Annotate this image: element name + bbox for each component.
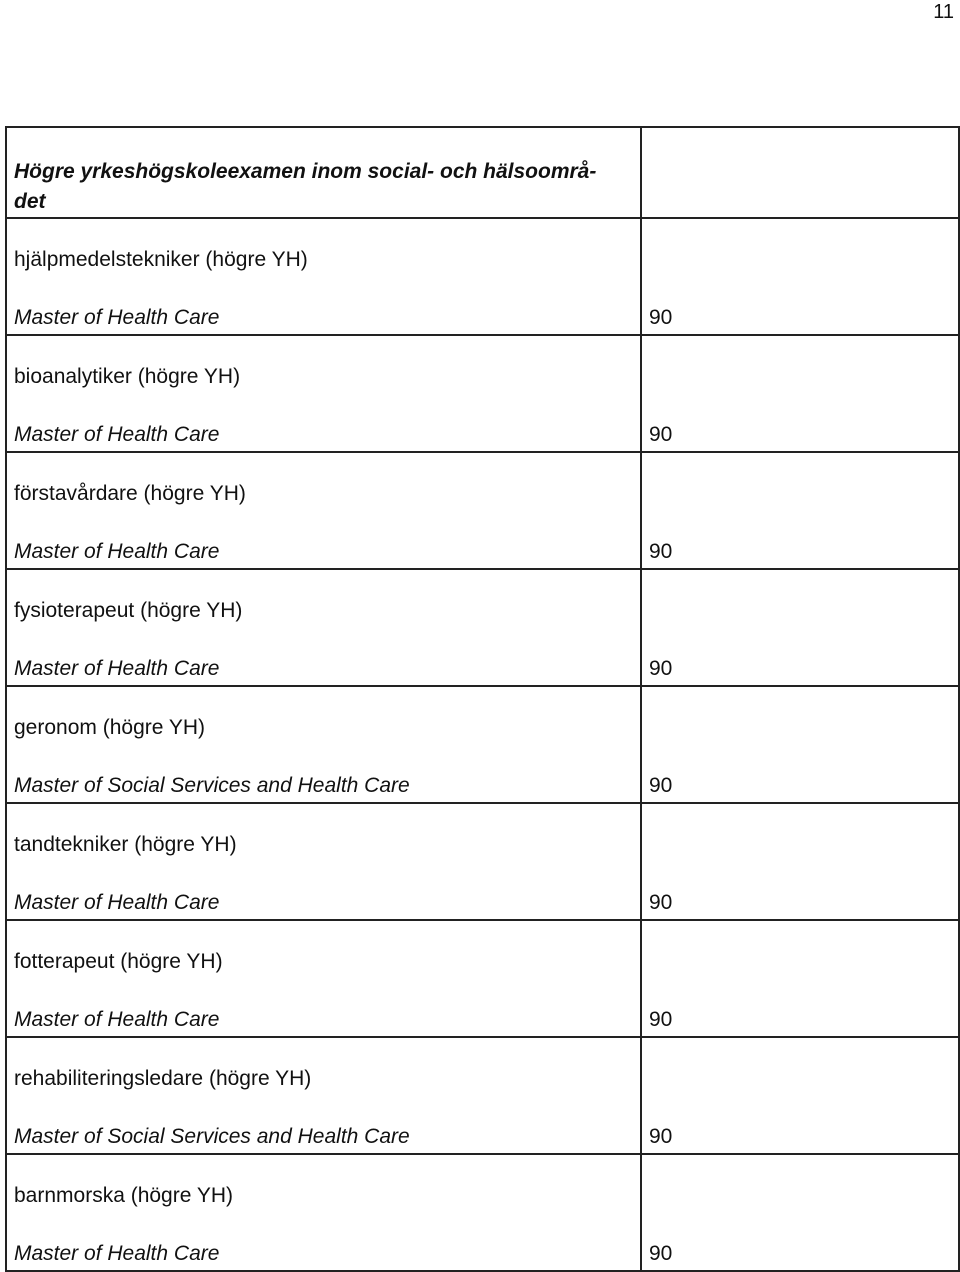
table-row (6, 686, 959, 803)
page-number: 11 (933, 1, 954, 23)
heading-cell (6, 127, 641, 218)
degree-title: Master of Health Care (14, 306, 220, 329)
credits-value: 90 (649, 423, 673, 446)
credits-value: 90 (649, 891, 673, 914)
profession-title: bioanalytiker (högre YH) (14, 365, 241, 388)
credits-cell (641, 218, 959, 335)
degree-title: Master of Social Services and Health Care (14, 1125, 410, 1148)
credits-cell (641, 1037, 959, 1154)
credits-value: 90 (649, 1125, 673, 1148)
profession-title: förstavårdare (högre YH) (14, 482, 246, 505)
degree-cell (6, 452, 641, 569)
degree-cell (6, 569, 641, 686)
credits-cell (641, 920, 959, 1037)
degree-title: Master of Social Services and Health Care (14, 774, 410, 797)
credits-cell (641, 569, 959, 686)
degree-cell (6, 218, 641, 335)
credits-cell (641, 1154, 959, 1271)
table-heading-line-2: det (14, 190, 46, 213)
degree-cell (6, 335, 641, 452)
table-row (6, 803, 959, 920)
heading-empty-cell (641, 127, 959, 218)
degree-cell (6, 1154, 641, 1271)
credits-value: 90 (649, 306, 673, 329)
profession-title: geronom (högre YH) (14, 716, 206, 739)
profession-title: fysioterapeut (högre YH) (14, 599, 243, 622)
profession-title: rehabiliteringsledare (högre YH) (14, 1067, 312, 1090)
credits-value: 90 (649, 1008, 673, 1031)
table-row (6, 1037, 959, 1154)
degree-table (5, 126, 960, 1272)
degree-title: Master of Health Care (14, 423, 220, 446)
credits-value: 90 (649, 774, 673, 797)
credits-cell (641, 452, 959, 569)
credits-cell (641, 803, 959, 920)
table-row (6, 569, 959, 686)
table-row (6, 335, 959, 452)
table-heading-row (6, 127, 959, 218)
degree-cell (6, 803, 641, 920)
degree-cell (6, 1037, 641, 1154)
profession-title: hjälpmedelstekniker (högre YH) (14, 248, 308, 271)
profession-title: fotterapeut (högre YH) (14, 950, 223, 973)
degree-title: Master of Health Care (14, 657, 220, 680)
degree-title: Master of Health Care (14, 1008, 220, 1031)
degree-cell (6, 686, 641, 803)
degree-cell (6, 920, 641, 1037)
table-row (6, 452, 959, 569)
credits-cell (641, 335, 959, 452)
profession-title: tandtekniker (högre YH) (14, 833, 237, 856)
credits-value: 90 (649, 1242, 673, 1265)
table-row (6, 920, 959, 1037)
table-row (6, 218, 959, 335)
table-heading-line-1: Högre yrkeshögskoleexamen inom social- och hälsoområ- (14, 160, 597, 183)
table-row (6, 1154, 959, 1271)
profession-title: barnmorska (högre YH) (14, 1184, 234, 1207)
degree-title: Master of Health Care (14, 1242, 220, 1265)
credits-value: 90 (649, 657, 673, 680)
credits-value: 90 (649, 540, 673, 563)
table-heading (7, 128, 614, 217)
credits-cell (641, 686, 959, 803)
degree-title: Master of Health Care (14, 540, 220, 563)
degree-title: Master of Health Care (14, 891, 220, 914)
